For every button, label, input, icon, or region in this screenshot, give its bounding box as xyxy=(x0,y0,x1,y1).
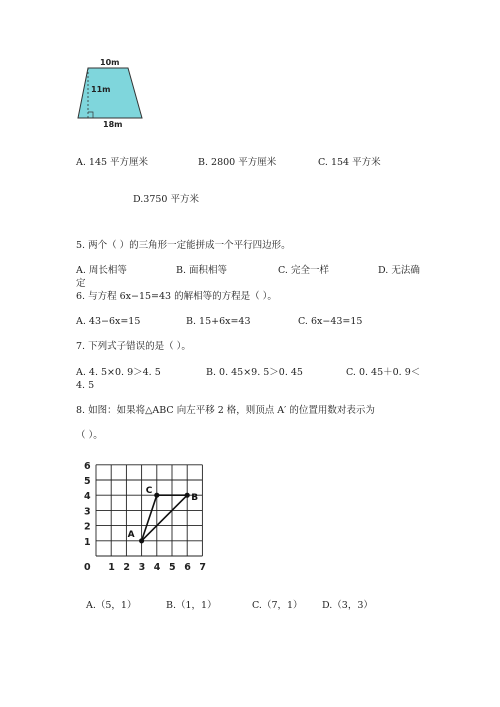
coordinate-grid xyxy=(78,458,218,578)
q7-stem: 7. 下列式子错误的是（ ）。 xyxy=(76,341,191,352)
x-tick-label: 4 xyxy=(153,562,161,573)
q6-stem: 6. 与方程 6x−15=43 的解相等的方程是（ ）。 xyxy=(76,291,277,302)
x-tick-label: 7 xyxy=(199,562,207,573)
q5-option-c[interactable]: C. 完全一样 xyxy=(278,265,329,276)
q5-option-b[interactable]: B. 面积相等 xyxy=(176,265,228,276)
q8-stem: 8. 如图：如果将△ABC 向左平移 2 格，则顶点 A′ 的位置用数对表示为 xyxy=(76,405,375,416)
y-tick-label: 1 xyxy=(84,536,91,548)
trapezoid-figure xyxy=(70,58,170,133)
vertex-label-a: A xyxy=(127,529,135,540)
x-tick-label: 0 xyxy=(84,562,91,573)
q7-option-c[interactable]: C. 0. 45＋0. 9＜ xyxy=(346,367,421,378)
q8-option-d[interactable]: D.（3，3） xyxy=(322,600,373,611)
q4-option-a[interactable]: A. 145 平方厘米 xyxy=(76,157,149,168)
triangle-outline xyxy=(142,495,188,541)
x-tick-label: 1 xyxy=(108,562,115,573)
y-tick-label: 6 xyxy=(84,460,91,472)
vertex-point-b xyxy=(185,493,190,498)
q4-option-d[interactable]: D.3750 平方米 xyxy=(133,194,199,205)
q5-option-a[interactable]: A. 周长相等 xyxy=(76,265,127,276)
y-tick-label: 3 xyxy=(84,506,91,518)
q6-option-c[interactable]: C. 6x−43=15 xyxy=(298,316,363,327)
q4-option-b[interactable]: B. 2800 平方厘米 xyxy=(198,157,277,168)
q7-option-c-wrap: 4. 5 xyxy=(76,380,95,391)
q8-option-c[interactable]: C.（7，1） xyxy=(252,600,303,611)
vertex-label-b: B xyxy=(191,493,199,504)
vertex-point-a xyxy=(139,538,144,543)
q5-option-d[interactable]: D. 无法确 xyxy=(378,265,420,276)
q5-stem: 5. 两个（ ）的三角形一定能拼成一个平行四边形。 xyxy=(76,240,291,251)
y-tick-label: 2 xyxy=(84,521,91,533)
q7-option-a[interactable]: A. 4. 5×0. 9＞4. 5 xyxy=(76,367,161,378)
y-tick-label: 4 xyxy=(84,491,91,503)
q4-option-c[interactable]: C. 154 平方米 xyxy=(318,157,381,168)
q5-option-d-wrap: 定 xyxy=(76,278,86,289)
x-tick-label: 2 xyxy=(123,562,131,573)
q6-option-b[interactable]: B. 15+6x=43 xyxy=(186,316,251,327)
trapezoid-height-label: 11m xyxy=(91,85,111,94)
x-tick-label: 5 xyxy=(169,562,176,573)
q6-option-a[interactable]: A. 43−6x=15 xyxy=(76,316,141,327)
trapezoid-bottom-label: 18m xyxy=(103,120,123,129)
vertex-label-c: C xyxy=(145,486,153,497)
x-tick-label: 6 xyxy=(184,562,191,573)
x-tick-label: 3 xyxy=(138,562,146,573)
trapezoid-top-label: 10m xyxy=(100,58,120,67)
q8-stem-continuation: （ ）。 xyxy=(76,430,103,441)
y-tick-label: 5 xyxy=(84,476,91,487)
grid-lines xyxy=(96,465,202,556)
q7-option-b[interactable]: B. 0. 45×9. 5＞0. 45 xyxy=(206,367,303,378)
q8-option-b[interactable]: B.（1，1） xyxy=(166,600,217,611)
q8-option-a[interactable]: A.（5，1） xyxy=(86,600,137,611)
vertex-point-c xyxy=(154,493,159,498)
